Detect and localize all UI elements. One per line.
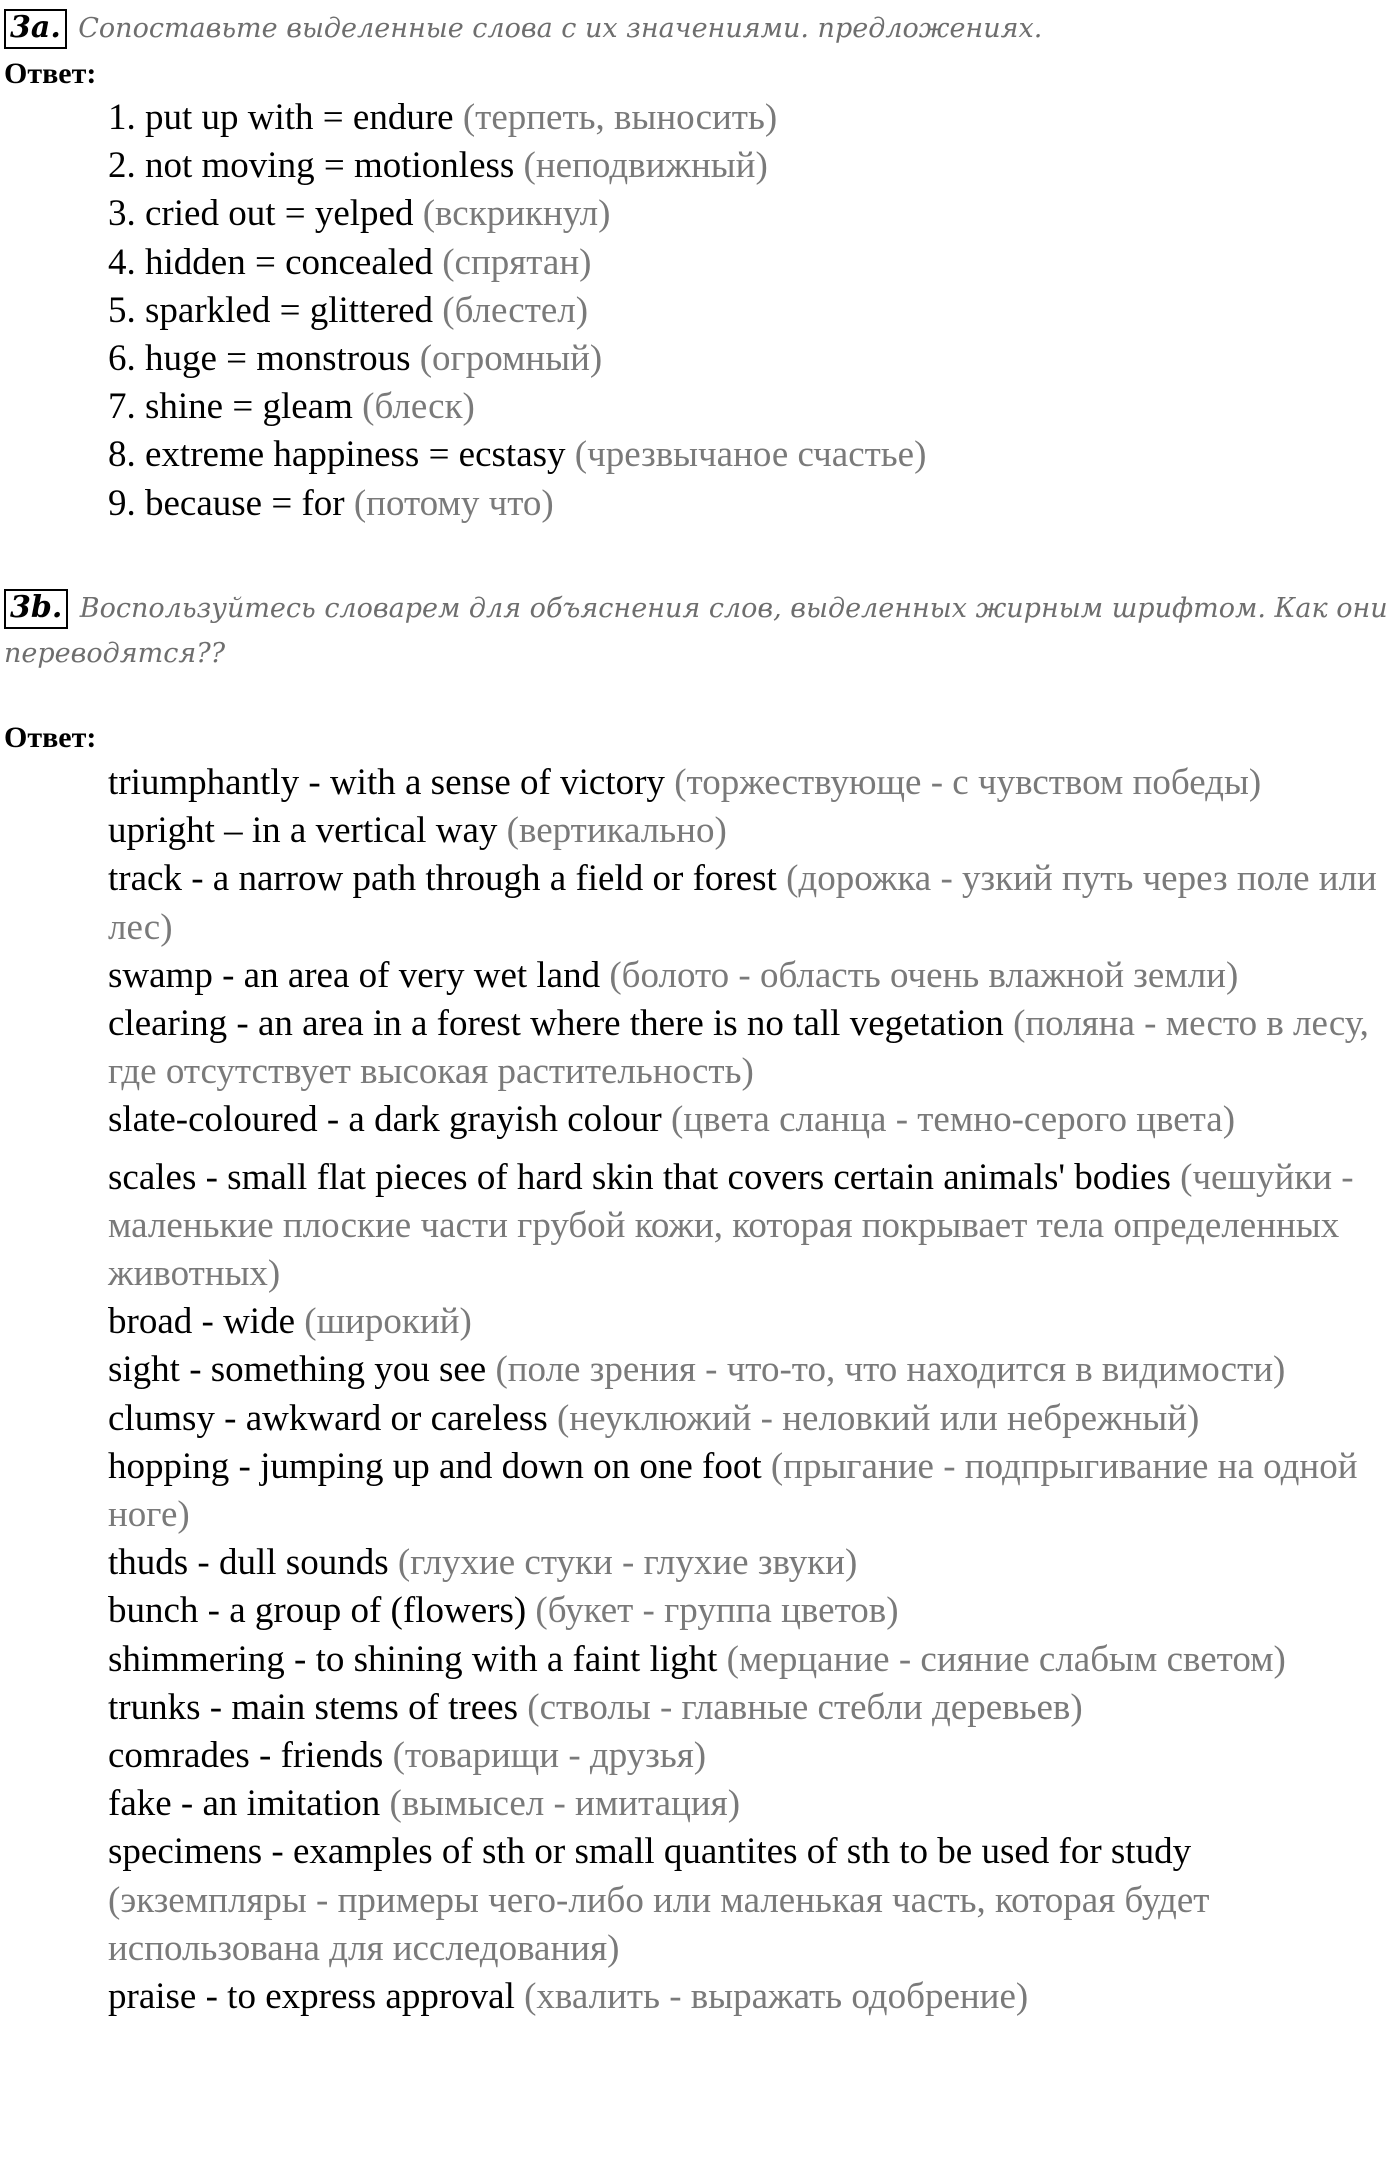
item-number: 1. [108,97,136,138]
list-item [108,94,1398,142]
item-english: broad - wide [108,1301,295,1343]
item-russian: (блестел) [442,289,589,331]
item-english: huge = monstrous [145,338,411,380]
item-russian: (прыгание - подпрыгивание на одной ноге) [108,1445,1358,1536]
item-russian: (широкий) [304,1301,472,1343]
item-number: 8. [108,434,136,476]
item-english: put up with = endure [145,97,454,138]
list-item [108,480,1398,528]
item-english: clumsy - awkward or careless [108,1397,548,1439]
item-english: comrades - friends [108,1735,384,1777]
item-english: shine = gleam [145,386,353,428]
list-item [108,431,1398,479]
item-russian: (огромный) [419,338,603,380]
task-3b-answer-label: Ответ: [4,721,97,754]
list-item [108,239,1398,287]
item-russian: (вертикально) [506,810,727,852]
list-item [108,1298,1398,1346]
list-item [108,1539,1398,1587]
item-number: 6. [108,338,136,380]
task-3b-header [4,586,1394,676]
list-item [108,1732,1398,1780]
item-number: 3. [108,193,136,235]
list-item [108,1828,1398,1973]
item-russian: (чрезвычаное счастье) [574,434,927,476]
item-number: 7. [108,386,136,428]
item-english: swamp - an area of very wet land [108,954,601,996]
task-3a-header [4,6,1394,51]
item-russian: (вскрикнул) [422,193,611,235]
item-english: not moving = motionless [145,145,515,187]
task-3a-answer-label: Ответ: [4,57,97,90]
item-russian: (чешуйки - маленькие плоские части грубой кожи, которая покрывает тела определенных животных) [108,1156,1354,1295]
list-item [108,142,1398,190]
item-english: triumphantly - with a sense of victory [108,762,665,803]
item-english: extreme happiness = ecstasy [145,434,566,476]
item-english: thuds - dull sounds [108,1542,389,1584]
item-russian: (болото - область очень влажной земли) [609,954,1239,996]
task-3b-answer-list [108,759,1398,2021]
item-english: cried out = yelped [145,193,414,235]
item-russian: (неподвижный) [523,145,768,187]
item-number: 2. [108,145,136,187]
list-item [108,190,1398,238]
task-3b-number: 3b. [4,589,68,629]
item-russian: (хвалить - выражать одобрение) [524,1976,1029,2018]
item-russian: (спрятан) [442,241,592,283]
item-russian: (поле зрения - что-то, что находится в видимости) [495,1349,1286,1391]
item-english: scales - small flat pieces of hard skin that covers certain animals' bodies [108,1156,1171,1198]
list-item [108,855,1398,951]
item-russian: (экземпляры - примеры чего-либо или маленькая часть, которая будет использована для исследования) [108,1879,1210,1969]
item-english: fake - an imitation [108,1783,381,1825]
item-russian: (вымысел - имитация) [389,1783,741,1825]
list-item [108,1346,1398,1394]
list-item [108,1973,1398,2021]
task-3a-answer-list [108,94,1398,528]
list-item [108,1684,1398,1732]
task-3b-instruction: Воспользуйтесь словарем для объяснения слов, выделенных жирным шрифтом. Как они переводятся?? [4,593,1388,669]
item-english: track - a narrow path through a field or forest [108,858,777,900]
list-item [108,383,1398,431]
item-english: because = for [145,482,345,524]
item-russian: (стволы - главные стебли деревьев) [527,1686,1083,1728]
list-item [108,759,1398,807]
item-russian: (поляна - место в лесу, где отсутствует высокая растительность) [108,1003,1369,1093]
list-item [108,1154,1398,1299]
item-english: specimens - examples of sth or small quantites of sth to be used for study [108,1831,1192,1873]
item-english: upright – in a vertical way [108,810,498,852]
item-russian: (торжествующе - с чувством победы) [674,762,1262,803]
item-number: 4. [108,241,136,283]
item-english: praise - to express approval [108,1976,515,2018]
item-russian: (терпеть, выносить) [462,97,778,138]
item-russian: (товарищи - друзья) [392,1735,707,1777]
item-english: hopping - jumping up and down on one foot [108,1445,762,1487]
item-english: hidden = concealed [145,241,433,283]
item-russian: (глухие стуки - глухие звуки) [397,1542,858,1584]
item-english: slate-coloured - a dark grayish colour [108,1099,662,1141]
list-item [108,1587,1398,1635]
item-russian: (неуклюжий - неловкий или небрежный) [556,1397,1200,1439]
item-russian: (блеск) [362,386,475,428]
task-3a-instruction: Сопоставьте выделенные слова с их значениями. предложениях. [78,13,1043,44]
item-russian: (цвета сланца - темно-серого цвета) [671,1099,1236,1141]
list-item [108,807,1398,855]
item-english: bunch - a group of (flowers) [108,1590,527,1632]
list-item [108,1395,1398,1443]
item-english: clearing - an area in a forest where there is no tall vegetation [108,1003,1004,1045]
item-english: trunks - main stems of trees [108,1686,518,1728]
list-item [108,287,1398,335]
item-number: 5. [108,289,136,331]
list-item [108,1096,1398,1144]
item-number: 9. [108,482,136,524]
list-item [108,1780,1398,1828]
list-item [108,1636,1398,1684]
item-russian: (потому что) [353,482,554,524]
list-item [108,1000,1398,1096]
item-english: sight - something you see [108,1349,487,1391]
list-item [108,1443,1398,1539]
task-3a-number: 3a. [4,9,67,49]
list-item [108,952,1398,1000]
item-english: sparkled = glittered [145,289,433,331]
item-russian: (дорожка - узкий путь через поле или лес) [108,858,1377,948]
list-item [108,335,1398,383]
item-english: shimmering - to shining with a faint light [108,1638,718,1680]
item-russian: (мерцание - сияние слабым светом) [726,1638,1286,1680]
item-russian: (букет - группа цветов) [535,1590,899,1632]
